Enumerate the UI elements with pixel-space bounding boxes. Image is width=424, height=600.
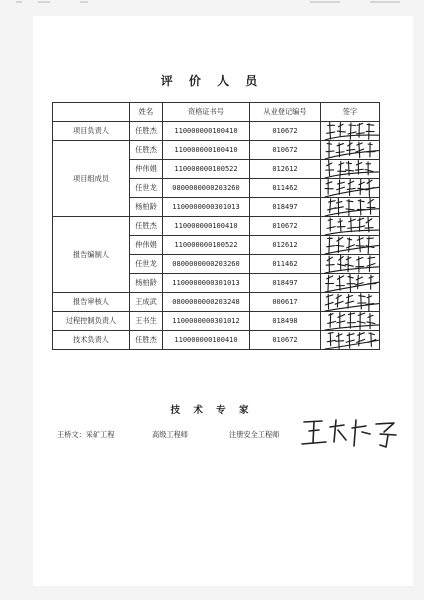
registration-number-cell: 010672	[250, 217, 321, 236]
evaluator-table	[52, 102, 380, 350]
name-cell: 任世龙	[130, 179, 163, 198]
cert-number-cell: 110000000100410	[163, 331, 250, 350]
experts-title: 技 术 专 家	[170, 405, 254, 416]
cert-number-cell: 110000000100522	[163, 236, 250, 255]
name-cell: 仲伟娟	[130, 236, 163, 255]
role-cell: 技术负责人	[53, 331, 130, 350]
cert-number-cell: 110000000100522	[163, 160, 250, 179]
header-reg: 从业登记编号	[250, 103, 321, 122]
name-cell: 仲伟娟	[130, 160, 163, 179]
cert-number-cell: 0800000000203260	[163, 179, 250, 198]
name-cell: 王书生	[130, 312, 163, 331]
name-cell: 杨柏龄	[130, 274, 163, 293]
registration-number-cell: 000617	[250, 293, 321, 312]
registration-number-cell: 018498	[250, 312, 321, 331]
name-cell: 任世龙	[130, 255, 163, 274]
role-cell: 报告审核人	[53, 293, 130, 312]
role-cell: 报告编制人	[53, 217, 130, 293]
table-row	[53, 331, 380, 350]
expert-name: 王桥文：采矿工程	[57, 430, 115, 439]
cert-number-cell: 0800000000203248	[163, 293, 250, 312]
page-title: 评 价 人 员	[160, 74, 264, 88]
signature-cell	[321, 331, 380, 350]
cert-number-cell: 110000000100410	[163, 217, 250, 236]
name-cell: 任胜杰	[130, 217, 163, 236]
header-name: 姓名	[130, 103, 163, 122]
cert-number-cell: 1100000000301012	[163, 312, 250, 331]
role-cell: 项目负责人	[53, 122, 130, 141]
name-cell: 任胜杰	[130, 122, 163, 141]
registration-number-cell: 012612	[250, 160, 321, 179]
registration-number-cell: 011462	[250, 255, 321, 274]
expert-signature	[300, 412, 410, 452]
header-cert: 资格证书号	[163, 103, 250, 122]
name-cell: 王成武	[130, 293, 163, 312]
registration-number-cell: 010672	[250, 122, 321, 141]
cert-number-cell: 0800000000203260	[163, 255, 250, 274]
name-cell: 杨柏龄	[130, 198, 163, 217]
registration-number-cell: 018497	[250, 198, 321, 217]
registration-number-cell: 010672	[250, 141, 321, 160]
cert-number-cell: 1100000000301013	[163, 274, 250, 293]
header-role	[53, 103, 130, 122]
role-cell: 过程控制负责人	[53, 312, 130, 331]
expert-qualification: 注册安全工程师	[229, 430, 280, 439]
cert-number-cell: 110000000100410	[163, 122, 250, 141]
cert-number-cell: 110000000100410	[163, 141, 250, 160]
name-cell: 任胜杰	[130, 141, 163, 160]
registration-number-cell: 010672	[250, 331, 321, 350]
registration-number-cell: 018497	[250, 274, 321, 293]
cert-number-cell: 1100000000301013	[163, 198, 250, 217]
registration-number-cell: 011462	[250, 179, 321, 198]
handwritten-signature	[323, 327, 381, 353]
scan-edge-marks	[10, 0, 414, 6]
role-cell: 项目组成员	[53, 141, 130, 217]
name-cell: 任胜杰	[130, 331, 163, 350]
header-signature: 签字	[321, 103, 380, 122]
registration-number-cell: 012612	[250, 236, 321, 255]
expert-professional-title: 高级工程师	[152, 430, 188, 439]
